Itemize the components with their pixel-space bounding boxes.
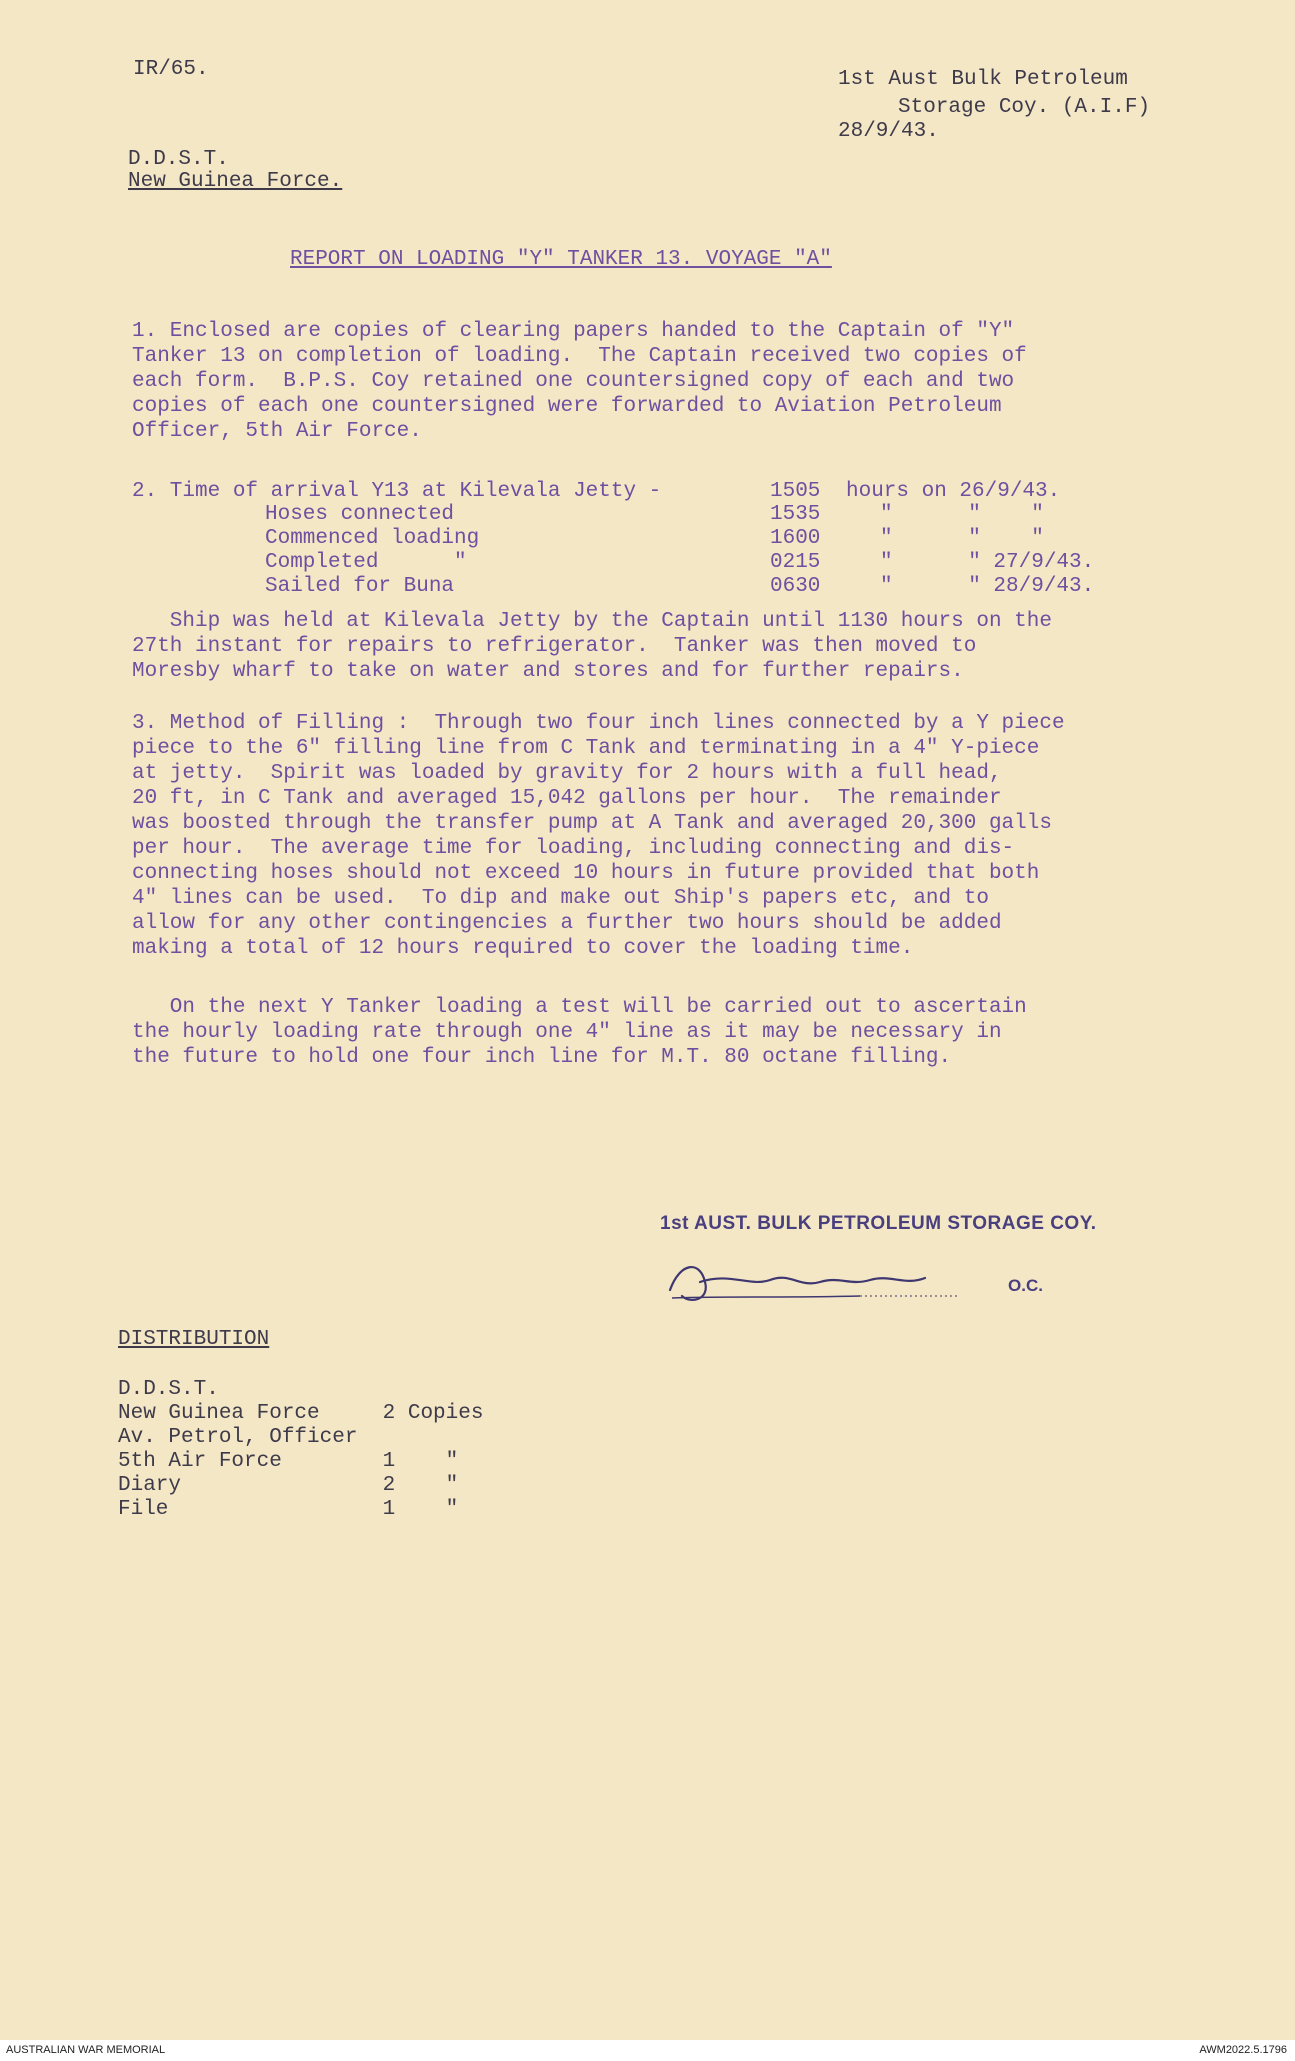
archive-footer <box>0 2040 1295 2061</box>
paragraph-line: Ship was held at Kilevala Jetty by the Captain until 1130 hours on the <box>132 610 1052 633</box>
paragraph-line: 4" lines can be used. To dip and make out Ship's papers etc, and to <box>132 887 989 910</box>
schedule-date: " " 27/9/43. <box>880 551 1095 574</box>
paragraph-line: each form. B.P.S. Coy retained one countersigned copy of each and two <box>132 370 1015 393</box>
reference-number: IR/65. <box>133 58 209 81</box>
schedule-event: 2. Time of arrival Y13 at Kilevala Jetty - <box>132 480 662 503</box>
paragraph-line: 3. Method of Filling : Through two four inch lines connected by a Y piece <box>132 712 1065 735</box>
unit-name-line2: Storage Coy. (A.I.F) <box>898 96 1151 119</box>
paragraph-line: Moresby wharf to take on water and stores and for further repairs. <box>132 660 964 683</box>
distribution-line: Diary 2 " <box>118 1474 459 1497</box>
paragraph-line: making a total of 12 hours required to cover the loading time. <box>132 937 914 960</box>
schedule-date: " " 28/9/43. <box>880 575 1095 598</box>
paragraph-line: the hourly loading rate through one 4" line as it may be necessary in <box>132 1021 1002 1044</box>
paragraph-line: 1. Enclosed are copies of clearing papers handed to the Captain of "Y" <box>132 320 1015 343</box>
schedule-time: 0630 <box>770 575 821 598</box>
distribution-line: File 1 " <box>118 1498 459 1521</box>
paragraph-line: per hour. The average time for loading, including connecting and dis- <box>132 837 1015 860</box>
paragraph-line: at jetty. Spirit was loaded by gravity for 2 hours with a full head, <box>132 762 1002 785</box>
paragraph-line: allow for any other contingencies a further two hours should be added <box>132 912 1002 935</box>
archive-item-id: AWM2022.5.1796 <box>1199 2044 1287 2056</box>
unit-name-line1: 1st Aust Bulk Petroleum <box>838 68 1128 91</box>
paragraph-line: On the next Y Tanker loading a test will be carried out to ascertain <box>132 996 1027 1019</box>
paragraph-line: Officer, 5th Air Force. <box>132 420 422 443</box>
paragraph-line: 20 ft, in C Tank and averaged 15,042 gallons per hour. The remainder <box>132 787 1002 810</box>
paragraph-line: piece to the 6" filling line from C Tank and terminating in a 4" Y-piece <box>132 737 1040 760</box>
schedule-date: hours on 26/9/43. <box>846 480 1061 503</box>
paragraph-line: 27th instant for repairs to refrigerator. Tanker was then moved to <box>132 635 977 658</box>
schedule-event: Sailed for Buna <box>265 575 455 598</box>
paragraph-line: copies of each one countersigned were forwarded to Aviation Petroleum <box>132 395 1002 418</box>
paragraph-line: Tanker 13 on completion of loading. The Captain received two copies of <box>132 345 1027 368</box>
schedule-time: 1535 <box>770 503 821 526</box>
distribution-line: D.D.S.T. <box>118 1378 219 1401</box>
paragraph-line: was boosted through the transfer pump at A Tank and averaged 20,300 galls <box>132 812 1052 835</box>
document-date: 28/9/43. <box>838 120 939 143</box>
paragraph-line: the future to hold one four inch line for M.T. 80 octane filling. <box>132 1046 952 1069</box>
paragraph-line: connecting hoses should not exceed 10 hours in future provided that both <box>132 862 1040 885</box>
distribution-line: 5th Air Force 1 " <box>118 1450 459 1473</box>
report-title: REPORT ON LOADING "Y" TANKER 13. VOYAGE "A" <box>290 248 832 271</box>
addressee-line2: New Guinea Force. <box>128 170 343 193</box>
schedule-time: 1505 <box>770 480 821 503</box>
unit-stamp: 1st AUST. BULK PETROLEUM STORAGE COY. <box>660 1213 1097 1234</box>
schedule-event: Commenced loading <box>265 527 480 550</box>
distribution-line: New Guinea Force 2 Copies <box>118 1402 484 1425</box>
schedule-time: 1600 <box>770 527 821 550</box>
schedule-time: 0215 <box>770 551 821 574</box>
schedule-event: Hoses connected <box>265 503 455 526</box>
handwritten-signature <box>660 1252 960 1312</box>
distribution-heading: DISTRIBUTION <box>118 1328 270 1351</box>
schedule-event: Completed " <box>265 551 467 574</box>
distribution-line: Av. Petrol, Officer <box>118 1426 358 1449</box>
schedule-date: " " " <box>880 527 1044 550</box>
archive-name: AUSTRALIAN WAR MEMORIAL <box>6 2044 166 2056</box>
officer-commanding-label: O.C. <box>1008 1276 1043 1295</box>
schedule-date: " " " <box>880 503 1044 526</box>
addressee-line1: D.D.S.T. <box>128 148 229 171</box>
